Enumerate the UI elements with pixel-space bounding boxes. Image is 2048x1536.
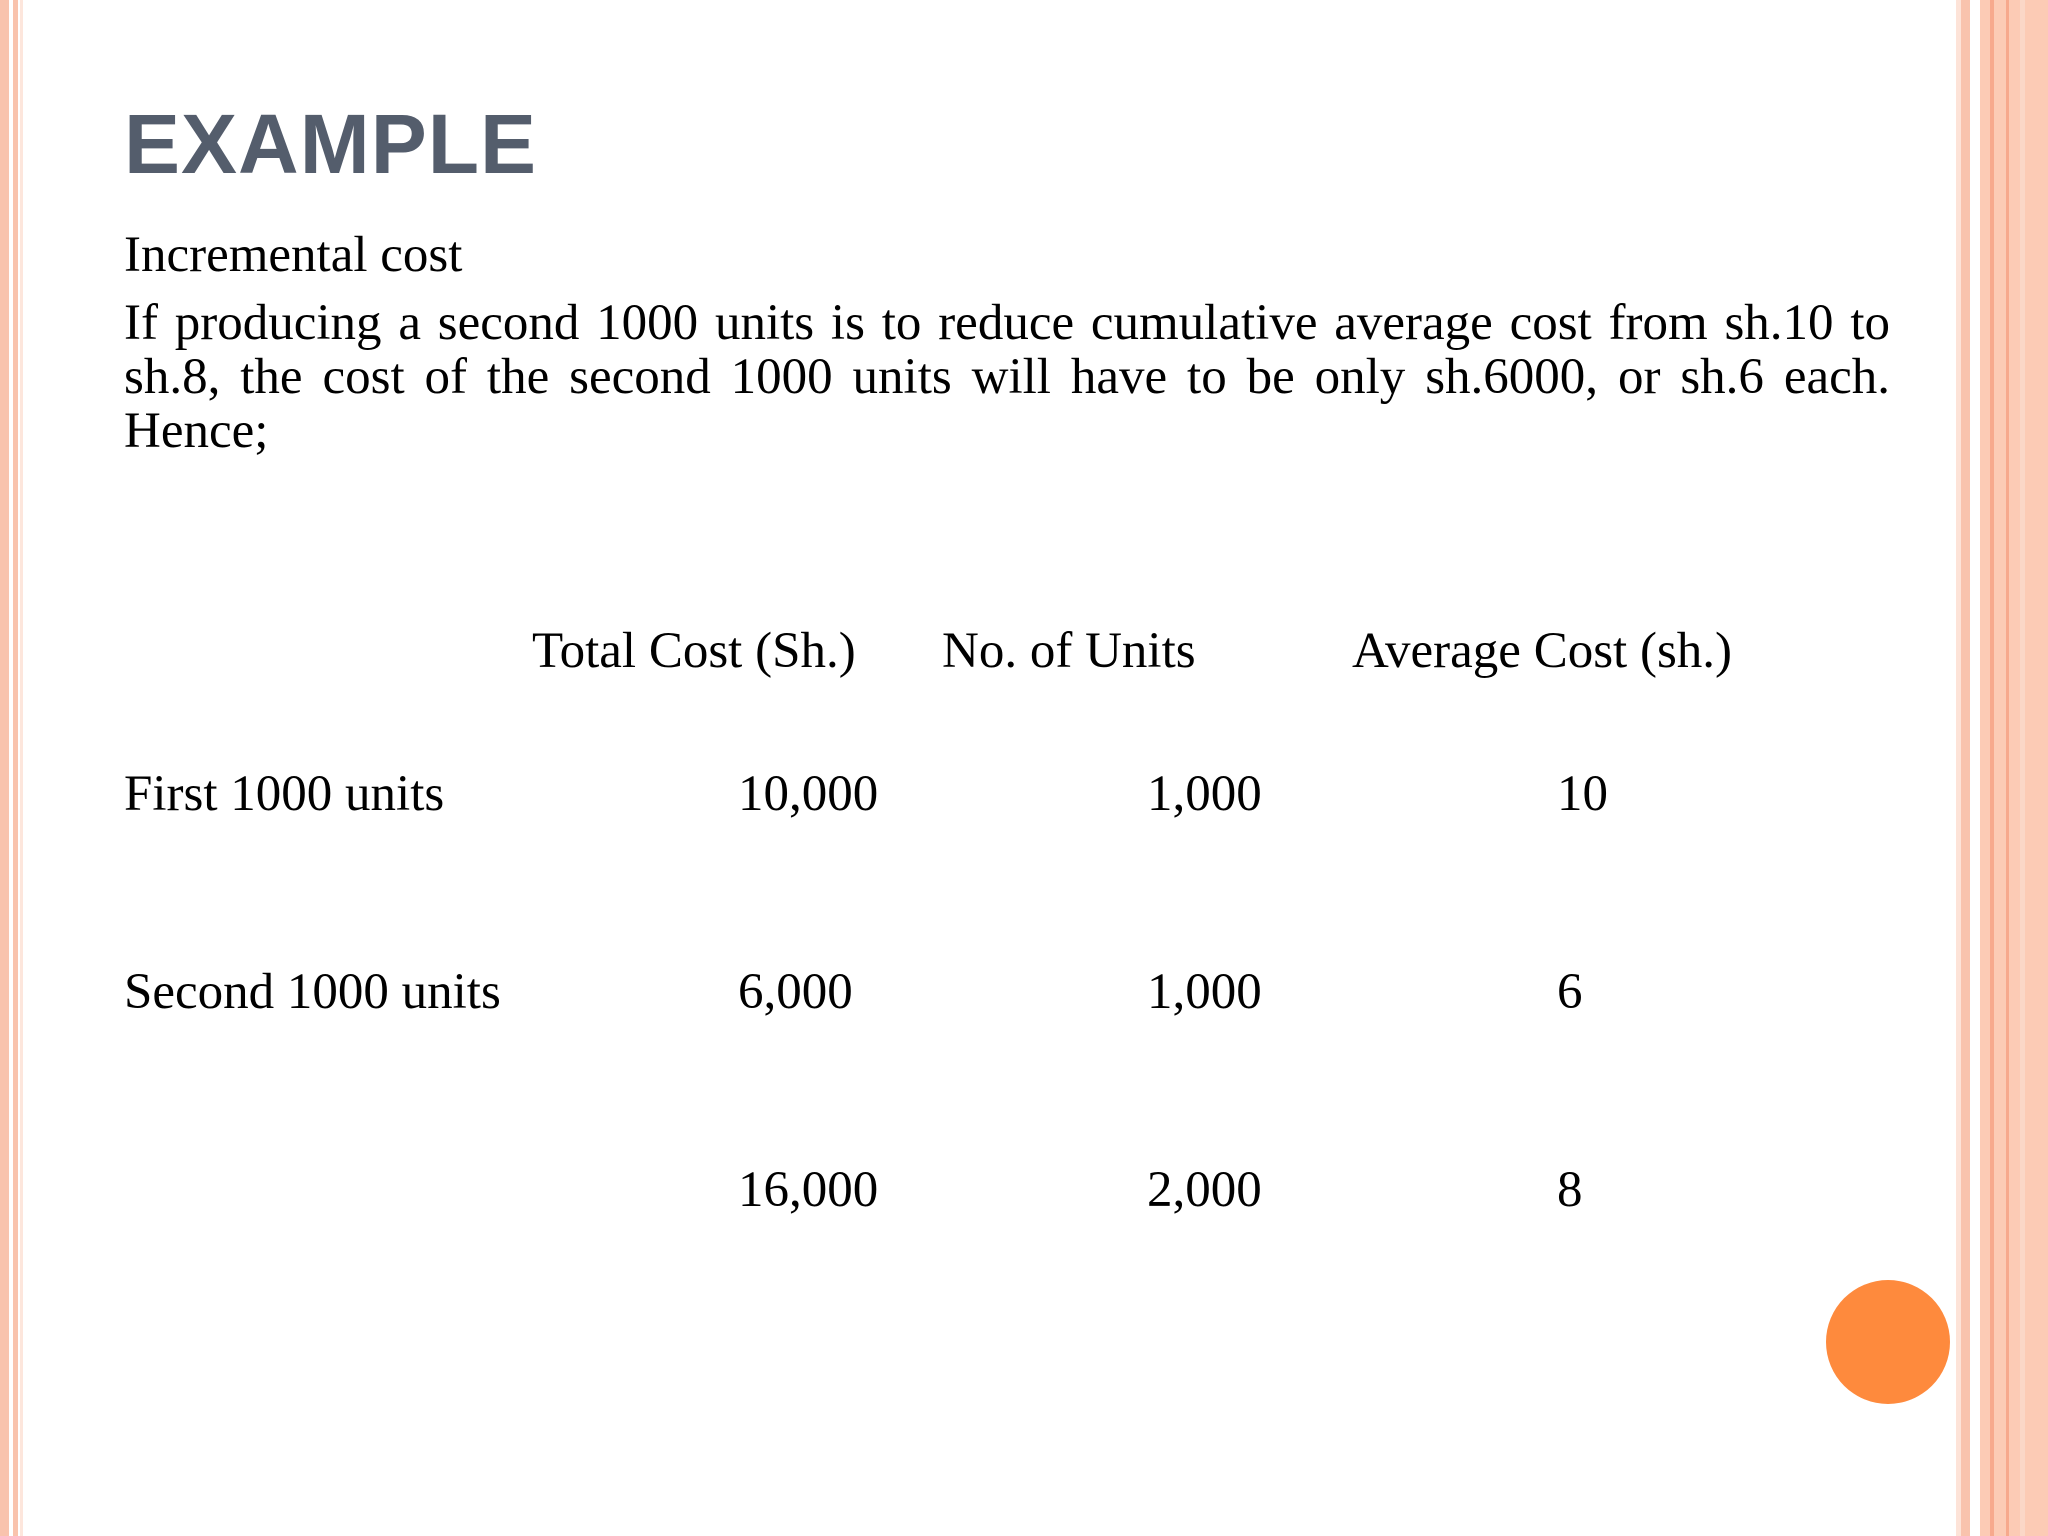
- accent-circle-decoration: [1826, 1280, 1950, 1404]
- subheading: Incremental cost: [124, 227, 463, 283]
- units-value: 1,000: [1147, 766, 1262, 822]
- right-border-stripe: [1961, 0, 1970, 1536]
- left-border-stripe: [20, 0, 23, 1536]
- column-header-total-cost: Total Cost (Sh.): [532, 623, 856, 679]
- right-border-stripe: [1990, 0, 1994, 1536]
- row-label: Second 1000 units: [124, 964, 501, 1020]
- slide-title: EXAMPLE: [124, 97, 538, 191]
- column-header-units: No. of Units: [942, 623, 1196, 679]
- average-cost-value: 6: [1557, 964, 1583, 1020]
- units-value: 2,000: [1147, 1162, 1262, 1218]
- total-cost-value: 6,000: [738, 964, 853, 1020]
- column-header-average-cost: Average Cost (sh.): [1352, 623, 1733, 679]
- left-border-stripe: [13, 0, 18, 1536]
- average-cost-value: 8: [1557, 1162, 1583, 1218]
- row-label: First 1000 units: [124, 766, 445, 822]
- total-cost-value: 10,000: [738, 766, 879, 822]
- left-border-stripe: [0, 0, 9, 1536]
- right-border-stripe: [2006, 0, 2009, 1536]
- units-value: 1,000: [1147, 964, 1262, 1020]
- body-paragraph: If producing a second 1000 units is to reduce cumulative average cost from sh.10 to sh.8, the cost of the second 1000 units will have to be only sh.6000, or sh.6 each. Hence;: [124, 295, 1890, 459]
- right-border-stripe: [2020, 0, 2025, 1536]
- average-cost-value: 10: [1557, 766, 1608, 822]
- total-cost-value: 16,000: [738, 1162, 879, 1218]
